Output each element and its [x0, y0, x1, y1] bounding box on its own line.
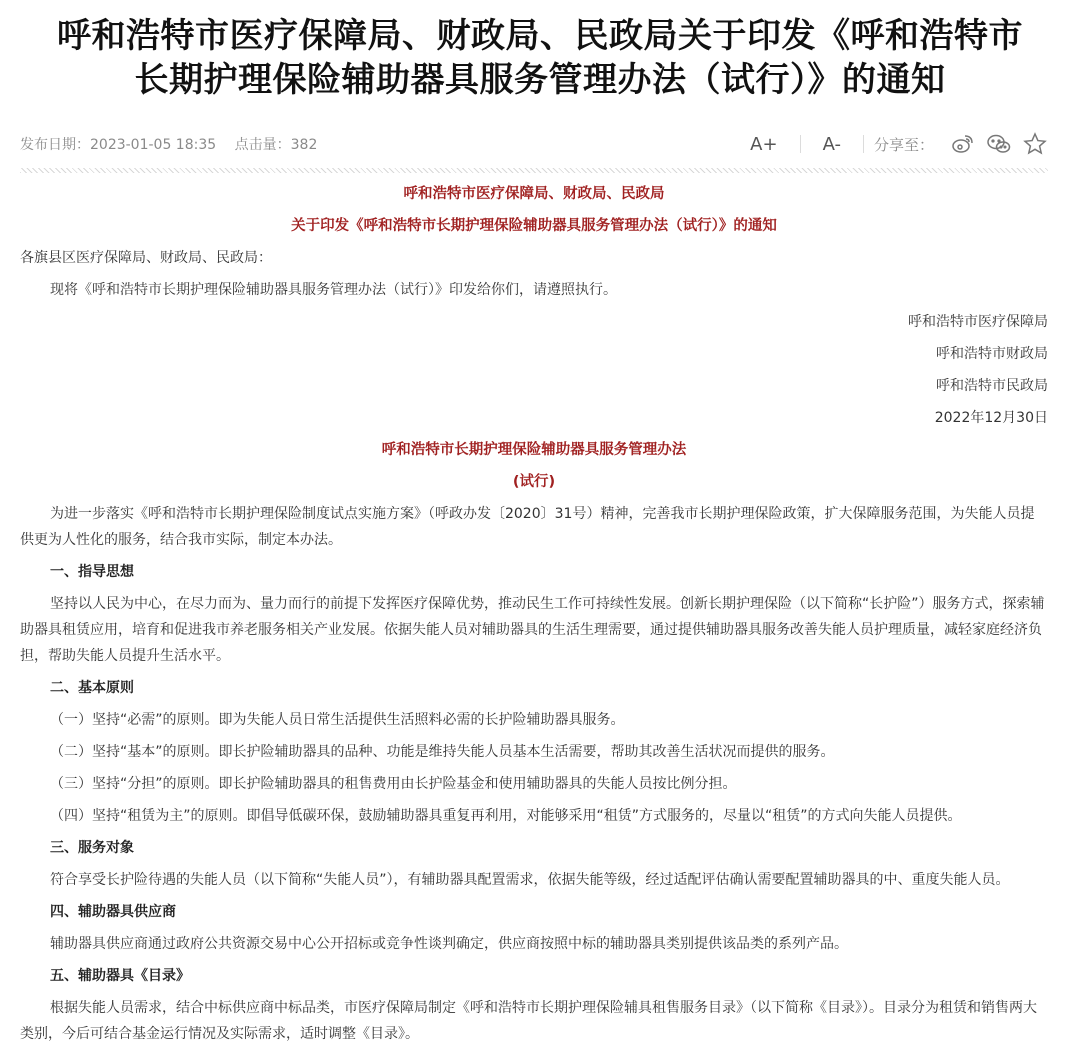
- section-heading-4: 四、辅助器具供应商: [50, 904, 176, 920]
- section-heading-1: 一、指导思想: [50, 564, 134, 580]
- signature-2: 呼和浩特市财政局: [936, 346, 1048, 362]
- section-heading-3: 三、服务对象: [50, 840, 134, 856]
- notice-heading: 关于印发《呼和浩特市长期护理保险辅助器具服务管理办法（试行）》的通知: [291, 218, 777, 234]
- signature-3: 呼和浩特市民政局: [936, 378, 1048, 394]
- notice-body: 现将《呼和浩特市长期护理保险辅助器具服务管理办法（试行）》印发给你们，请遵照执行。: [50, 282, 617, 298]
- section-heading-2: 二、基本原则: [50, 680, 134, 696]
- publish-date: 发布日期：2023-01-05 18:35: [20, 137, 217, 153]
- principle-1: （一）坚持“必需”的原则。即为失能人员日常生活提供生活照料必需的长护险辅助器具服务。: [50, 712, 625, 728]
- star-icon[interactable]: [1022, 131, 1048, 157]
- meta-info: [20, 134, 331, 154]
- page-title: [0, 14, 1080, 102]
- divider: [800, 135, 801, 153]
- recipient-line: 各旗县区医疗保障局、财政局、民政局：: [20, 250, 272, 266]
- share-label: 分享至：: [873, 135, 934, 154]
- measures-subtitle: (试行): [512, 474, 556, 490]
- signature-1: 呼和浩特市医疗保障局: [908, 314, 1048, 330]
- toolbar: [738, 131, 1048, 157]
- meta-bar: [20, 126, 1048, 162]
- article-body: [20, 178, 1048, 1050]
- section-paragraph-3: 符合享受长护险待遇的失能人员（以下简称“失能人员”），有辅助器具配置需求，依据失能等级，经过适配评估确认需要配置辅助器具的中、重度失能人员。: [50, 872, 1010, 888]
- title-line-1: 呼和浩特市医疗保障局、财政局、民政局关于印发《呼和浩特市: [57, 16, 1023, 56]
- principle-2: （二）坚持“基本”的原则。即长护险辅助器具的品种、功能是维持失能人员基本生活需要，帮助其改善生活状况而提供的服务。: [50, 744, 835, 760]
- section-heading-5: 五、辅助器具《目录》: [50, 968, 190, 984]
- principle-3: （三）坚持“分担”的原则。即长护险辅助器具的租售费用由长护险基金和使用辅助器具的失能人员按比例分担。: [50, 776, 737, 792]
- principle-4: （四）坚持“租赁为主”的原则。即倡导低碳环保，鼓励辅助器具重复再利用，对能够采用“租赁”方式服务的，尽量以“租赁”的方式向失能人员提供。: [50, 808, 962, 824]
- hatched-divider: [20, 168, 1048, 173]
- measures-title: 呼和浩特市长期护理保险辅助器具服务管理办法: [381, 442, 687, 458]
- signature-date: 2022年12月30日: [934, 410, 1048, 426]
- section-paragraph-1: 坚持以人民为中心，在尽力而为、量力而行的前提下发挥医疗保障优势，推动民生工作可持续性发展。创新长期护理保险（以下简称“长护险”）服务方式，探索辅助器具租赁应用，培育和促进我市养老服务相关产业发展。依据失能人员对辅助器具的生活生理需要，通过提供辅助器具服务改善失能人员护理质量，减轻家庭经济负担，帮助失能人员提升生活水平。: [20, 596, 1045, 664]
- issuer-heading: 呼和浩特市医疗保障局、财政局、民政局: [403, 186, 665, 202]
- view-count: 点击量：382: [234, 137, 318, 153]
- section-paragraph-5: 根据失能人员需求，结合中标供应商中标品类，市医疗保障局制定《呼和浩特市长期护理保险辅具租售服务目录》（以下简称《目录》）。目录分为租赁和销售两大类别，今后可结合基金运行情况及实际需求，适时调整《目录》。: [20, 1000, 1037, 1042]
- font-decrease-button[interactable]: A-: [822, 133, 841, 155]
- weibo-icon[interactable]: [950, 131, 976, 157]
- intro-paragraph: 为进一步落实《呼和浩特市长期护理保险制度试点实施方案》（呼政办发〔2020〕31号）精神，完善我市长期护理保险政策，扩大保障服务范围，为失能人员提供更为人性化的服务，结合我市实际，制定本办法。: [20, 506, 1035, 548]
- section-paragraph-4: 辅助器具供应商通过政府公共资源交易中心公开招标或竞争性谈判确定，供应商按照中标的辅助器具类别提供该品类的系列产品。: [50, 936, 848, 952]
- title-line-2: 长期护理保险辅助器具服务管理办法（试行）》的通知: [134, 60, 946, 100]
- font-increase-button[interactable]: A+: [750, 133, 778, 155]
- wechat-icon[interactable]: [986, 131, 1012, 157]
- divider: [863, 135, 864, 153]
